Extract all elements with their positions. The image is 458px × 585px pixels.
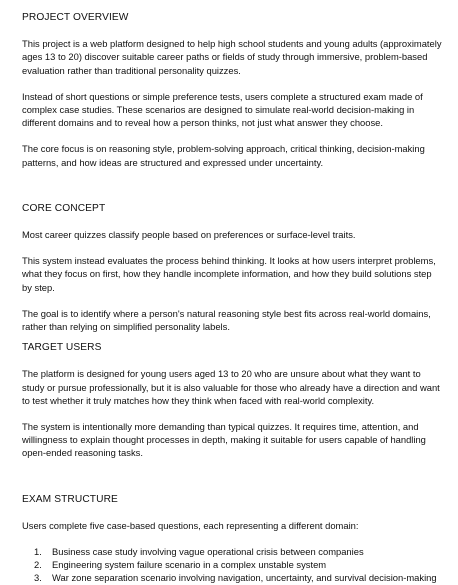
target-paragraph-2: The system is intentionally more demanding than typical quizzes. It requires time, attention, and willingness to explain thought processes in depth, making it suitable for users capable of handling open-ended reasoning tasks. bbox=[22, 421, 426, 459]
list-item-text: Engineering system failure scenario in a complex unstable system bbox=[52, 559, 327, 571]
core-paragraph-2: This system instead evaluates the process behind thinking. It looks at how users interpret problems, what they focus on first, how they handle incomplete information, and how they build solutions step by step. bbox=[22, 255, 436, 293]
heading-target-users: TARGET USERS bbox=[22, 342, 102, 354]
heading-project-overview: PROJECT OVERVIEW bbox=[22, 12, 129, 23]
overview-paragraph-3: The core focus is on reasoning style, problem-solving approach, critical thinking, decision-making patterns, and how ideas are structured and expressed under uncertainty. bbox=[22, 143, 425, 168]
domain-list bbox=[34, 545, 442, 585]
target-paragraph-1: The platform is designed for young users aged 13 to 20 who are unsure about what they want to study or pursue professionally, but it is also valuable for those who already have a direction and want to test whether it truly matches how they think when faced with real-world complexity. bbox=[22, 368, 440, 406]
list-item bbox=[34, 571, 442, 584]
heading-exam-structure: EXAM STRUCTURE bbox=[22, 493, 118, 505]
list-item-number: 3. bbox=[34, 572, 42, 584]
list-item-text: Business case study involving vague operational crisis between companies bbox=[52, 546, 364, 558]
list-item bbox=[34, 545, 442, 558]
list-item-number: 1. bbox=[34, 546, 42, 558]
list-item-number: 2. bbox=[34, 559, 42, 571]
list-item bbox=[34, 558, 442, 571]
overview-paragraph-2: Instead of short questions or simple preference tests, users complete a structured exam made of complex case studies. These scenarios are designed to simulate real-world decision-making in different domains and to reveal how a person thinks, not just what answer they choose. bbox=[22, 90, 423, 129]
core-paragraph-1: Most career quizzes classify people based on preferences or surface-level traits. bbox=[22, 229, 356, 241]
heading-core-concept: CORE CONCEPT bbox=[22, 202, 106, 214]
list-item-text: War zone separation scenario involving navigation, uncertainty, and survival decision-making bbox=[52, 572, 437, 584]
core-paragraph-3: The goal is to identify where a person's natural reasoning style best fits across real-world domains, rather than relying on simplified personality labels. bbox=[22, 307, 431, 333]
overview-paragraph-1: This project is a web platform designed to help high school students and young adults (approximately ages 13 to 20) discover suitable career paths or fields of study through immersive, problem-based evaluation rather than traditional personality quizzes. bbox=[22, 38, 442, 76]
exam-paragraph-1: Users complete five case-based questions, each representing a different domain: bbox=[22, 519, 359, 531]
